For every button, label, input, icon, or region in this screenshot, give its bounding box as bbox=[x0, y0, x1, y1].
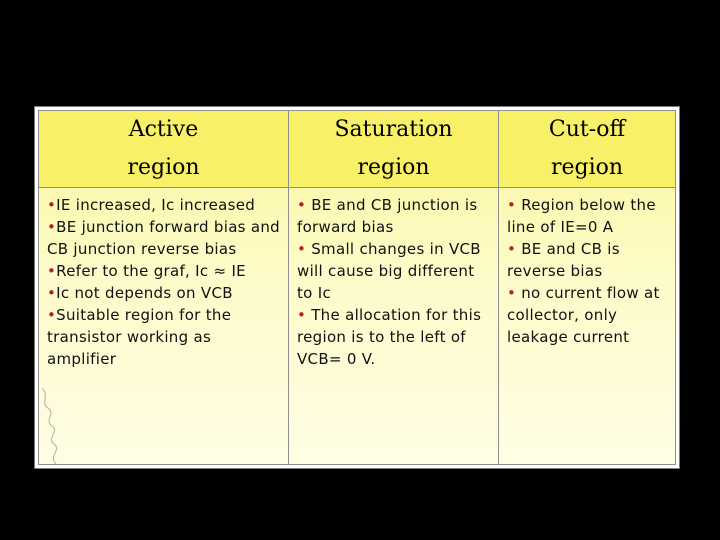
bullet-icon: • bbox=[47, 284, 57, 302]
header-cutoff-line2: region bbox=[550, 155, 624, 180]
list-item bbox=[297, 304, 494, 370]
list-item bbox=[507, 194, 671, 238]
active-point-3: Refer to the graf, Ic ≈ IE bbox=[56, 262, 246, 280]
saturation-point-3: The allocation for this region is to the left of VCB= 0 V. bbox=[297, 306, 482, 368]
bullet-icon: • bbox=[507, 284, 522, 302]
active-point-5: Suitable region for the transistor working as amplifier bbox=[47, 306, 232, 368]
table-panel bbox=[38, 110, 676, 465]
bullet-icon: • bbox=[297, 196, 312, 214]
saturation-point-1: BE and CB junction is forward bias bbox=[297, 196, 478, 236]
header-cutoff-region bbox=[499, 111, 676, 188]
cutoff-point-3: no current flow at collector, only leakage current bbox=[507, 284, 660, 346]
header-saturation-line1: Saturation bbox=[334, 117, 453, 142]
active-point-2: BE junction forward bias and CB junction reverse bias bbox=[47, 218, 280, 258]
cutoff-point-2: BE and CB is reverse bias bbox=[507, 240, 620, 280]
header-cutoff-line1: Cut-off bbox=[548, 117, 626, 142]
list-item bbox=[507, 282, 671, 348]
saturation-region-cell bbox=[289, 188, 499, 465]
table-frame bbox=[34, 106, 680, 469]
body-row bbox=[39, 188, 676, 465]
list-item bbox=[47, 304, 284, 370]
saturation-point-2: Small changes in VCB will cause big different to Ic bbox=[297, 240, 481, 302]
decorative-swirl-icon bbox=[36, 386, 76, 466]
active-point-1: IE increased, Ic increased bbox=[56, 196, 256, 214]
bullet-icon: • bbox=[297, 240, 312, 258]
header-row bbox=[39, 111, 676, 188]
list-item bbox=[507, 238, 671, 282]
list-item bbox=[47, 260, 284, 282]
list-item bbox=[47, 194, 284, 216]
active-region-cell bbox=[39, 188, 289, 465]
bullet-icon: • bbox=[507, 196, 522, 214]
header-active-line1: Active bbox=[128, 117, 199, 142]
header-active-region bbox=[39, 111, 289, 188]
list-item bbox=[47, 216, 284, 260]
bullet-icon: • bbox=[47, 218, 57, 236]
cutoff-point-1: Region below the line of IE=0 A bbox=[507, 196, 656, 236]
list-item bbox=[47, 282, 284, 304]
bullet-icon: • bbox=[47, 196, 57, 214]
active-point-4: Ic not depends on VCB bbox=[56, 284, 233, 302]
header-saturation-line2: region bbox=[357, 155, 430, 180]
list-item bbox=[297, 238, 494, 304]
cutoff-region-cell bbox=[499, 188, 676, 465]
bullet-icon: • bbox=[507, 240, 522, 258]
header-active-line2: region bbox=[127, 155, 200, 180]
bullet-icon: • bbox=[47, 306, 57, 324]
bullet-icon: • bbox=[47, 262, 57, 280]
bullet-icon: • bbox=[297, 306, 312, 324]
header-saturation-region bbox=[289, 111, 499, 188]
list-item bbox=[297, 194, 494, 238]
transistor-regions-table bbox=[38, 110, 676, 465]
